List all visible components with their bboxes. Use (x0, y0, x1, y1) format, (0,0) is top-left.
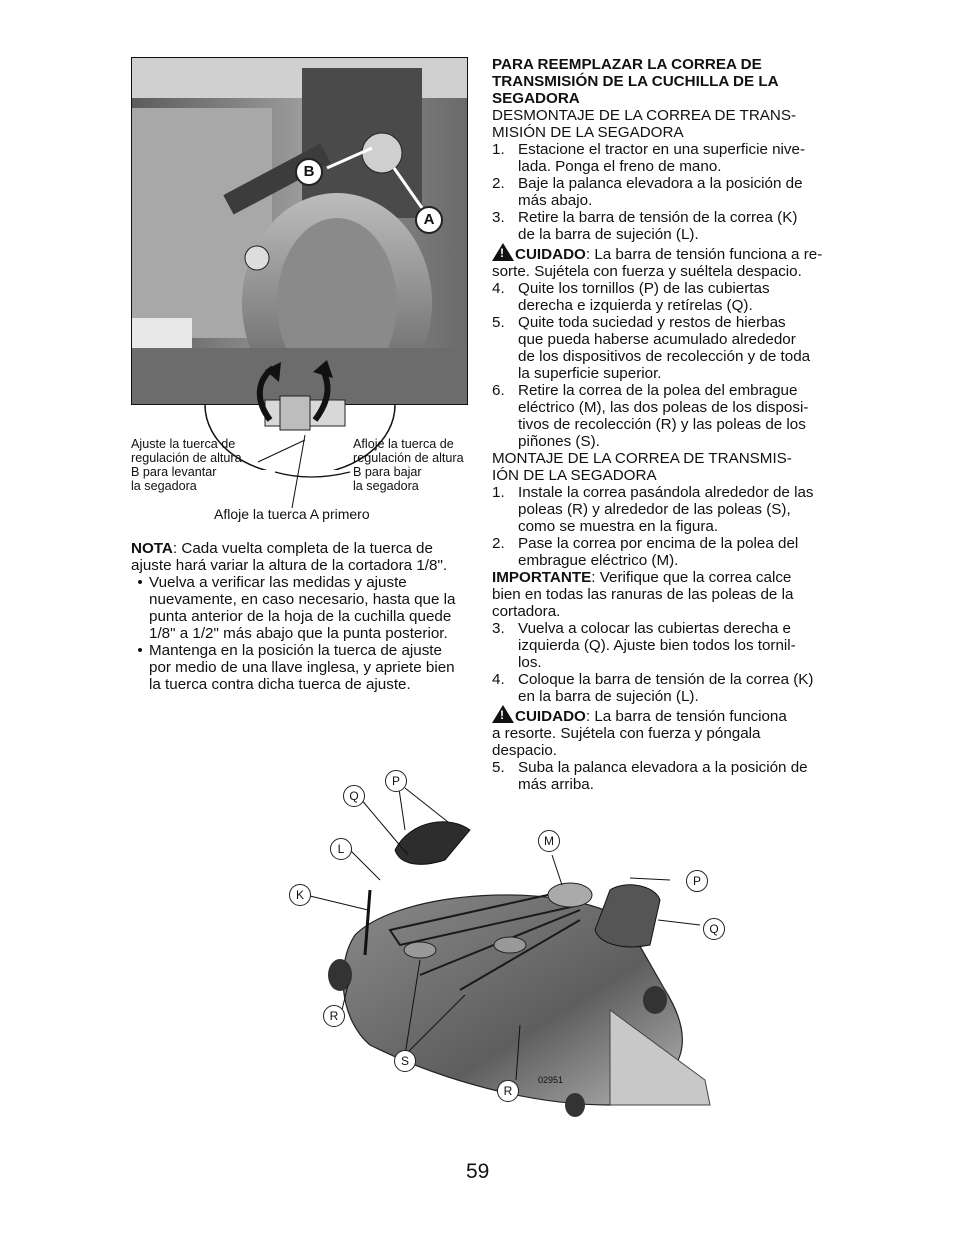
callout-l: L (330, 838, 352, 860)
callout-p-left: P (385, 770, 407, 792)
figure-code: 02951 (538, 1075, 564, 1085)
caution-note: !CUIDADO: La barra de tensión funciona a resorte. Sujétela con fuerza y póngala despacio. (492, 705, 837, 759)
subheading-removal: DESMONTAJE DE LA CORREA DE TRANS- MISIÓN DE LA SEGADORA (492, 107, 797, 141)
bullet-icon: • (137, 642, 143, 659)
bullet-item: • Vuelva a verificar las medidas y ajuste nuevamente, en caso necesario, hasta que la punta anterior de la hoja de la cuchilla quede 1/8" a 1/2" más abajo que la punta posterior. (131, 574, 471, 642)
step-item: 3. Vuelva a colocar las cubiertas derecha e izquierda (Q). Ajuste bien todos los tornil- los. (492, 620, 796, 671)
caption-left: Ajuste la tuerca de regulación de altura B para levantar la segadora (131, 437, 242, 493)
step-item: 2. Pase la correa por encima de la polea del embrague eléctrico (M). (492, 535, 799, 569)
warning-icon (492, 705, 514, 723)
warning-icon (492, 243, 514, 261)
step-item: 2. Baje la palanca elevadora a la posición de más abajo. (492, 175, 803, 209)
callout-r-left: R (323, 1005, 345, 1027)
callout-q-left: Q (343, 785, 365, 807)
caption-right: Afloje la tuerca de regulación de altura B para bajar la segadora (353, 437, 464, 493)
page-number: 59 (466, 1160, 490, 1183)
caution-note: !CUIDADO: La barra de tensión funciona a re- sorte. Sujétela con fuerza y suéltela despacio. (492, 243, 837, 280)
right-column (492, 56, 837, 793)
callout-s: S (394, 1050, 416, 1072)
caption-bottom: Afloje la tuerca A primero (214, 506, 370, 522)
mower-deck-illustration (280, 760, 740, 1120)
bullet-icon: • (137, 574, 143, 591)
callout-m: M (538, 830, 560, 852)
callout-a: A (415, 206, 443, 234)
section-heading: PARA REEMPLAZAR LA CORREA DE TRANSMISIÓN DE LA CUCHILLA DE LA SEGADORA (492, 56, 779, 107)
step-item: 1. Instale la correa pasándola alrededor de las poleas (R) y alrededor de las poleas (S), como se muestra en la figura. (492, 484, 814, 535)
subheading-installation: MONTAJE DE LA CORREA DE TRANSMIS- IÓN DE LA SEGADORA (492, 450, 792, 484)
top-photo (131, 57, 468, 405)
callout-q-right: Q (703, 918, 725, 940)
step-item: 4. Coloque la barra de tensión de la correa (K) en la barra de sujeción (L). (492, 671, 814, 705)
bullet-item: • Mantenga en la posición la tuerca de ajuste por medio de una llave inglesa, y apriete bien la tuerca contra dicha tuerca de ajuste. (131, 642, 471, 693)
height-adjust-illustration (132, 58, 467, 404)
caption-leader-lines (250, 420, 360, 520)
callout-r-right: R (497, 1080, 519, 1102)
step-item: 3. Retire la barra de tensión de la correa (K) de la barra de sujeción (L). (492, 209, 798, 243)
step-item: 4. Quite los tornillos (P) de las cubiertas derecha e izquierda y retírelas (Q). (492, 280, 770, 314)
callout-p-right: P (686, 870, 708, 892)
nota-label: NOTA (131, 540, 173, 557)
callout-k: K (289, 884, 311, 906)
step-item: 5. Suba la palanca elevadora a la posición de más arriba. (492, 759, 808, 793)
important-note: IMPORTANTE: Verifique que la correa calce bien en todas las ranuras de las poleas de la cortadora. (492, 569, 794, 620)
callout-b: B (295, 158, 323, 186)
step-item: 6. Retire la correa de la polea del embrague eléctrico (M), las dos poleas de los disposi- tivos de recolección (R) y las poleas de los piñones (S). (492, 382, 809, 450)
step-item: 1. Estacione el tractor en una superficie nive- lada. Ponga el freno de mano. (492, 141, 806, 175)
nota-paragraph: NOTA: Cada vuelta completa de la tuerca de ajuste hará variar la altura de la cortadora 1/8". (131, 540, 448, 574)
step-item: 5. Quite toda suciedad y restos de hierbas que pueda haberse acumulado alrededor de los dispositivos de recolección y de toda la superficie superior. (492, 314, 811, 382)
